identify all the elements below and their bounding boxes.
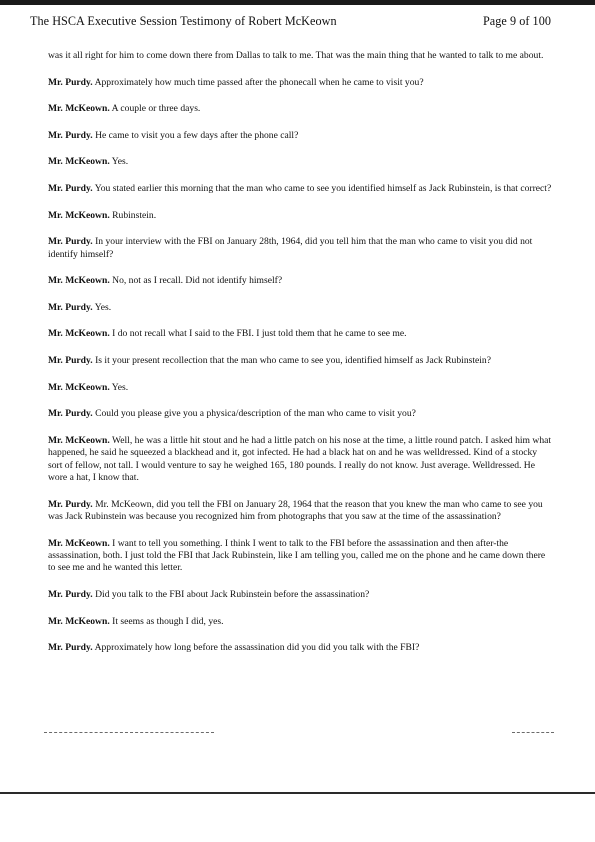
speaker-label: Mr. McKeown. xyxy=(48,328,110,340)
speaker-label: Mr. McKeown. xyxy=(48,209,110,221)
transcript-body xyxy=(48,50,552,669)
transcript-paragraph xyxy=(48,382,552,394)
speaker-label: Mr. Purdy. xyxy=(48,408,93,420)
testimony-text: In your interview with the FBI on January 28th, 1964, did you tell him that the man who came to visit you did not identify himself? xyxy=(48,236,533,260)
speaker-label: Mr. McKeown. xyxy=(48,434,110,446)
page-header xyxy=(30,14,551,29)
transcript-paragraph xyxy=(48,589,552,601)
speaker-label: Mr. Purdy. xyxy=(48,236,93,248)
transcript-paragraph xyxy=(48,499,552,524)
testimony-text: Yes. xyxy=(111,156,129,168)
testimony-text: Did you talk to the FBI about Jack Rubinstein before the assassination? xyxy=(95,588,370,600)
transcript-paragraph xyxy=(48,355,552,367)
testimony-text: Mr. McKeown, did you tell the FBI on January 28, 1964 that the reason that you knew the man who came to see you was Jack Rubinstein was because you recognized him from photographs that you saw at the time of the assassination? xyxy=(48,498,543,522)
speaker-label: Mr. McKeown. xyxy=(48,381,110,393)
transcript-paragraph xyxy=(48,130,552,142)
speaker-label: Mr. Purdy. xyxy=(48,498,93,510)
testimony-text: No, not as I recall. Did not identify himself? xyxy=(112,275,283,287)
transcript-paragraph xyxy=(48,275,552,287)
transcript-paragraph xyxy=(48,616,552,628)
transcript-paragraph xyxy=(48,538,552,575)
testimony-text: Well, he was a little hit stout and he had a little patch on his nose at the time, a little round patch. I asked him what happened, he said he squeezed a blackhead and it, got infected. He had a black hat on and he was welldressed. Kind of a stocky sort of fellow, not tall. I would venture to say he weighed 165, 180 pounds. I really do not know. Just average. Welldressed. He wore a hat, I know that. xyxy=(48,434,552,483)
bottom-border-rule xyxy=(0,792,595,794)
speaker-label: Mr. McKeown. xyxy=(48,156,110,168)
testimony-text: I do not recall what I said to the FBI. I just told them that he came to see me. xyxy=(112,328,407,340)
transcript-paragraph xyxy=(48,236,552,261)
speaker-label: Mr. Purdy. xyxy=(48,642,93,654)
speaker-label: Mr. McKeown. xyxy=(48,537,110,549)
testimony-text: was it all right for him to come down there from Dallas to talk to me. That was the main thing that he wanted to talk to me about. xyxy=(48,50,544,61)
speaker-label: Mr. Purdy. xyxy=(48,354,93,366)
scan-artifact-dashes-left xyxy=(44,732,214,733)
transcript-paragraph xyxy=(48,408,552,420)
speaker-label: Mr. Purdy. xyxy=(48,182,93,194)
transcript-paragraph xyxy=(48,210,552,222)
transcript-paragraph xyxy=(48,156,552,168)
testimony-text: Is it your present recollection that the man who came to see you, identified himself as Jack Rubinstein? xyxy=(95,354,491,366)
scan-artifact-dashes-right xyxy=(512,732,554,733)
transcript-paragraph xyxy=(48,302,552,314)
testimony-text: A couple or three days. xyxy=(111,103,201,115)
transcript-paragraph xyxy=(48,50,552,62)
testimony-text: Yes. xyxy=(94,301,112,313)
testimony-text: Approximately how long before the assassination did you did you talk with the FBI? xyxy=(94,642,420,654)
speaker-label: Mr. Purdy. xyxy=(48,301,93,313)
speaker-label: Mr. McKeown. xyxy=(48,103,110,115)
testimony-text: Yes. xyxy=(111,381,129,393)
speaker-label: Mr. Purdy. xyxy=(48,76,93,88)
transcript-paragraph xyxy=(48,183,552,195)
speaker-label: Mr. Purdy. xyxy=(48,588,93,600)
transcript-paragraph xyxy=(48,435,552,485)
testimony-text: Approximately how much time passed after the phonecall when he came to visit you? xyxy=(94,76,424,88)
transcript-paragraph xyxy=(48,103,552,115)
transcript-paragraph xyxy=(48,642,552,654)
testimony-text: Rubinstein. xyxy=(112,209,157,221)
testimony-text: Could you please give you a physica/description of the man who came to visit you? xyxy=(95,408,416,420)
testimony-text: He came to visit you a few days after the phone call? xyxy=(95,129,299,141)
transcript-paragraph xyxy=(48,77,552,89)
speaker-label: Mr. McKeown. xyxy=(48,275,110,287)
document-title: The HSCA Executive Session Testimony of Robert McKeown xyxy=(30,14,337,28)
speaker-label: Mr. Purdy. xyxy=(48,129,93,141)
testimony-text: You stated earlier this morning that the man who came to see you identified himself as Jack Rubinstein, is that correct? xyxy=(94,182,552,194)
top-border-rule xyxy=(0,0,595,5)
page-number: Page 9 of 100 xyxy=(482,14,551,28)
transcript-paragraph xyxy=(48,328,552,340)
testimony-text: It seems as though I did, yes. xyxy=(112,615,224,627)
speaker-label: Mr. McKeown. xyxy=(48,615,110,627)
testimony-text: I want to tell you something. I think I went to talk to the FBI before the assassination and then after-the assassination, both. I just told the FBI that Jack Rubinstein, like I am telling you, called me on the phone and he came down there to see me and he wanted this letter. xyxy=(48,537,546,574)
